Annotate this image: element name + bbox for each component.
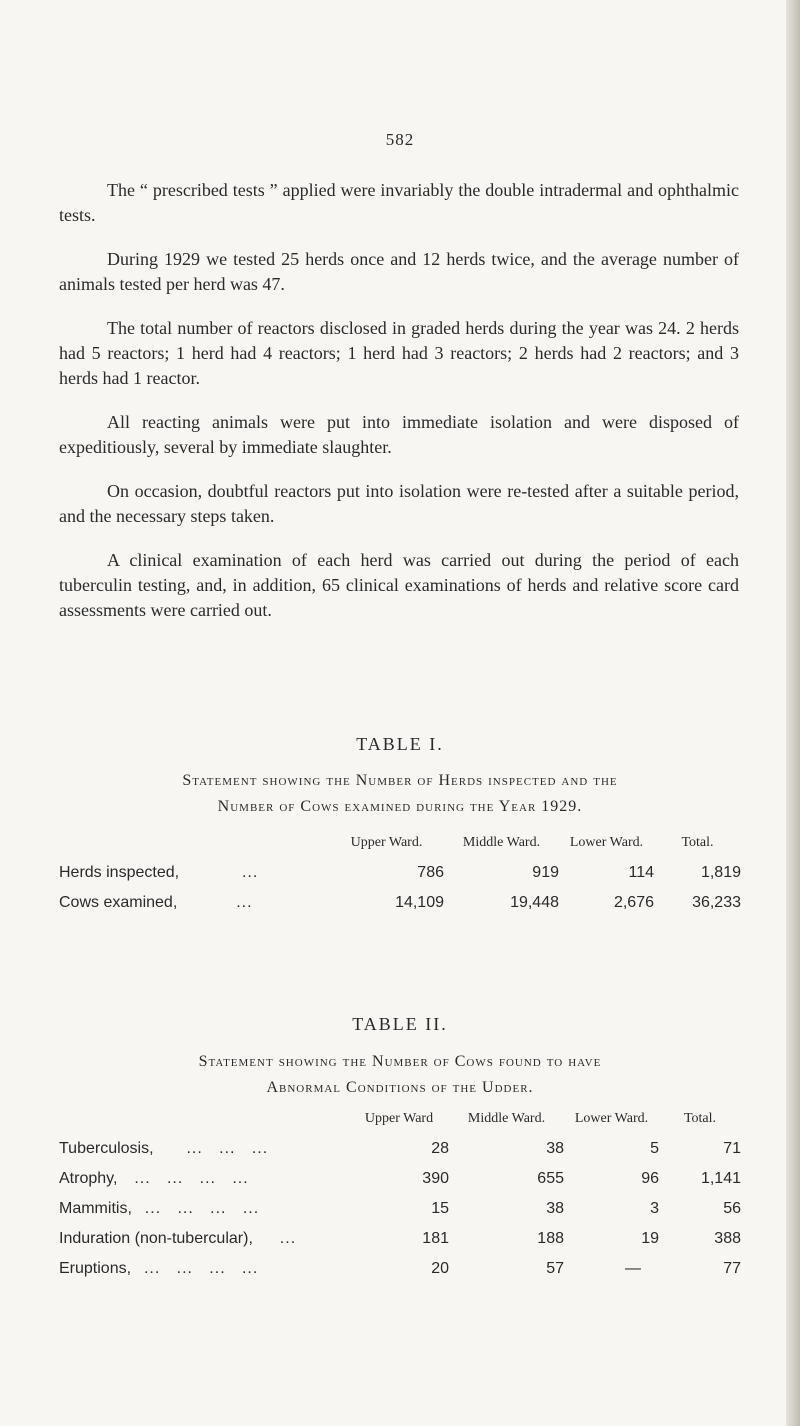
table-row: [59, 888, 741, 918]
column-header: Upper Ward.: [350, 835, 423, 850]
cell: 96: [641, 1170, 659, 1187]
paragraph: The total number of reactors disclosed in graded herds during the year was 24. 2 herds had 5 reactors; 1 herd had 4 reactors; 1 herd had 3 reactors; 2 herds had 2 reactors; and 3 herds had 1 reactor.: [59, 318, 739, 388]
cell: 20: [431, 1260, 449, 1277]
table1-title: TABLE I.: [356, 734, 444, 754]
cell: 786: [417, 864, 444, 881]
table-row: [59, 1194, 741, 1224]
column-header: Middle Ward.: [467, 1111, 546, 1126]
row-label: Eruptions,: [59, 1260, 132, 1277]
table-row: [59, 858, 741, 888]
cell: 3: [650, 1200, 659, 1217]
cell: 388: [714, 1230, 741, 1247]
table-row: [59, 1254, 741, 1284]
cell: 919: [532, 864, 559, 881]
row-label: Herds inspected,: [59, 864, 180, 881]
table1-caption-line2: Number of Cows examined during the Year 1929.: [217, 798, 583, 815]
table2: [59, 1110, 741, 1284]
table-row: [59, 1134, 741, 1164]
cell: 188: [537, 1230, 564, 1247]
cell: 114: [628, 864, 654, 881]
cell: 71: [723, 1140, 741, 1157]
column-header: Total.: [683, 1111, 717, 1126]
cell: 19,448: [510, 894, 559, 911]
row-label: Tuberculosis,: [59, 1140, 154, 1157]
cell: 1,141: [700, 1170, 741, 1187]
table2-header-row: [59, 1110, 741, 1134]
leader-dots: ... ... ... ...: [134, 1170, 249, 1187]
cell: 655: [537, 1170, 564, 1187]
table-row: [59, 1224, 741, 1254]
cell: 57: [546, 1260, 564, 1277]
cell: 2,676: [613, 894, 654, 911]
row-label: Cows examined,: [59, 894, 178, 911]
table1-caption: [0, 768, 800, 820]
column-header: Middle Ward.: [462, 835, 541, 850]
cell: 5: [650, 1140, 659, 1157]
paragraph: All reacting animals were put into immediate isolation and were disposed of expeditiously, several by immediate slaughter.: [59, 412, 739, 457]
leader-dots: ... ... ... ...: [144, 1200, 260, 1217]
paragraph: A clinical examination of each herd was carried out during the period of each tuberculin testing, and, in addition, 65 clinical examinations of herds and relative score card assessments were carried out.: [59, 550, 739, 620]
row-label: Atrophy,: [59, 1170, 118, 1187]
cell: 181: [422, 1230, 449, 1247]
paragraph: The “ prescribed tests ” applied were invariably the double intradermal and ophthalmic tests.: [59, 180, 739, 225]
column-header: Lower Ward.: [574, 1111, 649, 1126]
column-header: Upper Ward: [364, 1111, 434, 1126]
cell: 15: [431, 1200, 449, 1217]
cell: 28: [431, 1140, 449, 1157]
cell: 38: [546, 1140, 564, 1157]
leader-dots: ...: [241, 864, 259, 881]
table1: [59, 834, 741, 918]
cell: 38: [546, 1200, 564, 1217]
table1-header-row: [59, 834, 741, 858]
cell: 56: [723, 1200, 741, 1217]
table2-caption: [0, 1049, 800, 1101]
cell: 77: [723, 1260, 741, 1277]
table2-caption-line2: Abnormal Conditions of the Udder.: [266, 1079, 534, 1096]
cell: 1,819: [700, 864, 741, 881]
leader-dots: ...: [279, 1230, 297, 1247]
table2-caption-line1: Statement showing the Number of Cows found to have: [198, 1053, 602, 1070]
row-label: Induration (non-tubercular),: [59, 1230, 253, 1247]
row-label: Mammitis,: [59, 1200, 132, 1217]
table-row: [59, 1164, 741, 1194]
leader-dots: ... ... ... ...: [143, 1260, 259, 1277]
body-text: [59, 178, 739, 642]
cell: 390: [422, 1170, 449, 1187]
column-header: Total.: [681, 835, 714, 850]
table1-caption-line1: Statement showing the Number of Herds inspected and the: [182, 772, 618, 789]
page-number: 582: [385, 130, 415, 149]
paragraph: On occasion, doubtful reactors put into isolation were re-tested after a suitable period, and the necessary steps taken.: [59, 481, 739, 526]
cell: 36,233: [692, 894, 741, 911]
cell: 14,109: [395, 894, 444, 911]
leader-dots: ...: [236, 894, 253, 911]
page-edge: [786, 0, 800, 1426]
column-header: Lower Ward.: [569, 835, 644, 850]
cell: —: [625, 1260, 641, 1277]
table2-title: TABLE II.: [352, 1014, 448, 1034]
leader-dots: ... ... ...: [186, 1140, 269, 1157]
paragraph: During 1929 we tested 25 herds once and 12 herds twice, and the average number of animals tested per herd was 47.: [59, 249, 739, 294]
cell: 19: [641, 1230, 659, 1247]
